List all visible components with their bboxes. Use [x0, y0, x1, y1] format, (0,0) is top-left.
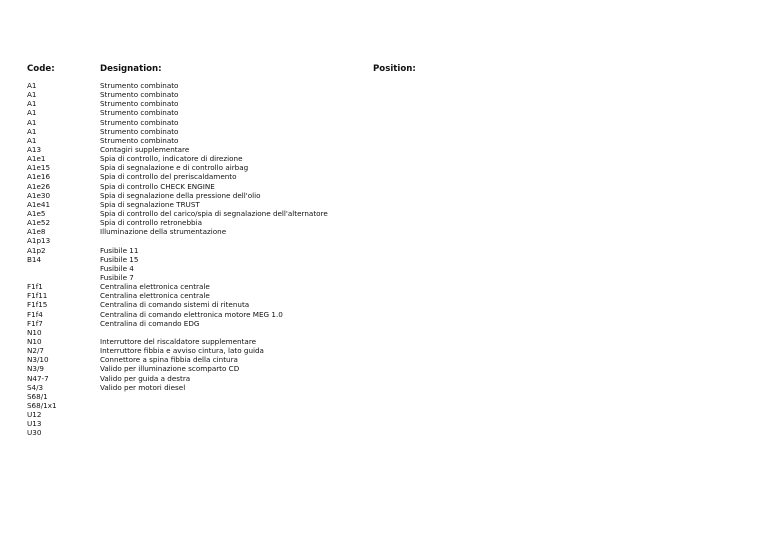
list-row — [0, 172, 768, 181]
list-row — [0, 392, 768, 401]
component-designation: Centralina elettronica centrale — [100, 291, 210, 301]
component-designation: Connettore a spina fibbia della cintura — [100, 355, 238, 365]
list-row — [0, 145, 768, 154]
component-code: A1 — [27, 126, 37, 136]
list-row — [0, 154, 768, 163]
list-row — [0, 410, 768, 419]
list-row — [0, 428, 768, 437]
list-row — [0, 99, 768, 108]
component-designation: Spia di controllo, indicatore di direzione — [100, 154, 243, 164]
list-row — [0, 383, 768, 392]
component-code: A1 — [27, 81, 37, 90]
list-row — [0, 182, 768, 191]
component-designation: Spia di controllo CHECK ENGINE — [100, 181, 215, 191]
list-row — [0, 273, 768, 282]
list-row — [0, 364, 768, 373]
component-code: N3/10 — [27, 355, 49, 365]
list-row — [0, 310, 768, 319]
component-code: A1e30 — [27, 190, 51, 200]
list-row — [0, 127, 768, 136]
component-designation: Fusibile 15 — [100, 254, 139, 264]
component-code: U30 — [27, 428, 42, 438]
list-row — [0, 118, 768, 127]
component-code: A1 — [27, 108, 37, 118]
component-designation: Spia di controllo del carico/spia di segnalazione dell'alternatore — [100, 208, 328, 218]
component-designation: Fusibile 4 — [100, 263, 134, 273]
component-code: A1e5 — [27, 208, 46, 218]
component-code: N3/9 — [27, 364, 44, 374]
component-code: A1e1 — [27, 154, 46, 164]
component-code: U13 — [27, 419, 42, 429]
component-designation: Interruttore fibbia e avviso cintura, lato guida — [100, 346, 264, 356]
component-designation: Spia di controllo retronebbia — [100, 218, 202, 228]
component-designation: Valido per guida a destra — [100, 373, 191, 383]
component-code: B14 — [27, 254, 42, 264]
component-code: F1f7 — [27, 318, 43, 328]
component-designation: Fusibile 7 — [100, 272, 134, 282]
list-row — [0, 81, 768, 90]
component-code: A1 — [27, 99, 37, 109]
component-code: N2/7 — [27, 346, 44, 356]
component-code: S68/1 — [27, 391, 48, 401]
position-column-header: Position: — [373, 64, 416, 74]
list-row — [0, 328, 768, 337]
component-code: A1e41 — [27, 199, 51, 209]
component-designation: Strumento combinato — [100, 135, 179, 145]
component-designation: Strumento combinato — [100, 126, 179, 136]
list-row — [0, 282, 768, 291]
list-row — [0, 108, 768, 117]
list-row — [0, 401, 768, 410]
component-designation: Illuminazione della strumentazione — [100, 227, 227, 237]
component-code: A1p2 — [27, 245, 46, 255]
list-row — [0, 209, 768, 218]
list-row — [0, 227, 768, 236]
list-row — [0, 300, 768, 309]
component-code: A13 — [27, 144, 42, 154]
component-designation: Contagiri supplementare — [100, 144, 190, 154]
component-designation: Centralina di comando elettronica motore MEG 1.0 — [100, 309, 283, 319]
list-row — [0, 291, 768, 300]
component-designation: Spia di controllo del preriscaldamento — [100, 172, 237, 182]
component-designation: Spia di segnalazione TRUST — [100, 199, 200, 209]
component-designation: Strumento combinato — [100, 117, 179, 127]
list-row — [0, 163, 768, 172]
component-code: N10 — [27, 336, 42, 346]
list-row — [0, 419, 768, 428]
list-row — [0, 374, 768, 383]
component-designation: Interruttore del riscaldatore supplementare — [100, 336, 257, 346]
list-row — [0, 200, 768, 209]
list-row — [0, 264, 768, 273]
component-code: A1e15 — [27, 163, 51, 173]
component-designation: Fusibile 11 — [100, 245, 139, 255]
list-row — [0, 255, 768, 264]
component-code: A1 — [27, 135, 37, 145]
component-code: A1e26 — [27, 181, 51, 191]
component-designation: Centralina elettronica centrale — [100, 282, 210, 292]
component-designation: Centralina di comando EDG — [100, 318, 200, 328]
component-code: A1e16 — [27, 172, 51, 182]
list-row — [0, 319, 768, 328]
component-code: A1p13 — [27, 236, 51, 246]
component-designation: Valido per motori diesel — [100, 382, 186, 392]
designation-column-header: Designation: — [100, 64, 162, 74]
list-row — [0, 346, 768, 355]
component-designation: Strumento combinato — [100, 99, 179, 109]
component-code: U12 — [27, 410, 42, 420]
component-designation: Strumento combinato — [100, 108, 179, 118]
list-row — [0, 236, 768, 245]
component-code: F1f15 — [27, 300, 48, 310]
list-row — [0, 191, 768, 200]
component-code: F1f1 — [27, 282, 43, 292]
code-column-header: Code: — [27, 64, 55, 74]
component-code: A1 — [27, 117, 37, 127]
component-designation: Centralina di comando sistemi di ritenuta — [100, 300, 250, 310]
component-code: A1e52 — [27, 218, 51, 228]
component-designation: Strumento combinato — [100, 90, 179, 100]
component-code: S4/3 — [27, 382, 44, 392]
component-code: N47-7 — [27, 373, 49, 383]
list-row — [0, 218, 768, 227]
component-designation: Spia di segnalazione e di controllo airbag — [100, 163, 249, 173]
list-row — [0, 337, 768, 346]
component-code: A1 — [27, 90, 37, 100]
component-designation: Valido per illuminazione scomparto CD — [100, 364, 240, 374]
list-row — [0, 136, 768, 145]
list-row — [0, 90, 768, 99]
component-code: S68/1x1 — [27, 400, 57, 410]
component-code: A1e8 — [27, 227, 46, 237]
component-designation: Strumento combinato — [100, 81, 179, 90]
component-code: N10 — [27, 327, 42, 337]
list-row — [0, 355, 768, 364]
component-designation: Spia di segnalazione della pressione dell'olio — [100, 190, 261, 200]
component-list — [0, 81, 768, 437]
list-row — [0, 246, 768, 255]
component-code: F1f11 — [27, 291, 48, 301]
component-code: F1f4 — [27, 309, 43, 319]
